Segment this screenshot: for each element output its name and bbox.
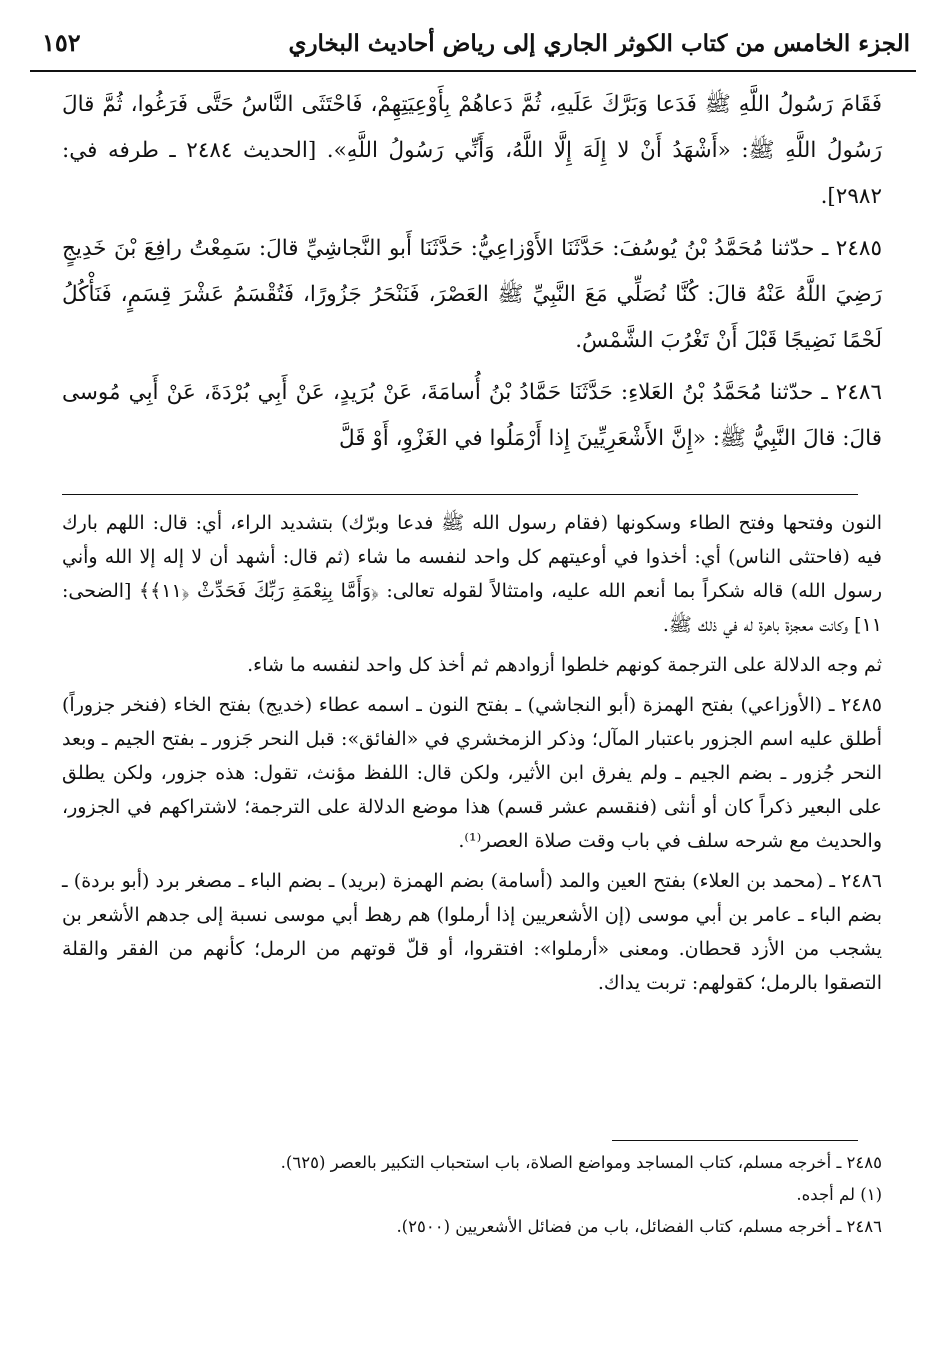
- running-title: الجزء الخامس من كتاب الكوثر الجاري إلى رياض أحاديث البخاري: [288, 30, 910, 57]
- main-separator-rule: [62, 494, 858, 495]
- footnote-separator-rule: [612, 1140, 858, 1141]
- footnotes-block: [62, 1148, 882, 1244]
- footnote: (١) لم أجده.: [796, 1185, 882, 1204]
- commentary-block: [62, 506, 882, 1006]
- hadith-text-block: [62, 82, 882, 468]
- page-number: ١٥٢: [42, 28, 81, 57]
- commentary-paragraph: النون وفتحها وفتح الطاء وسكونها (فقام رسول الله ﷺ فدعا وبرّك) بتشديد الراء، أي: قال: اللهم بارك فيه (فاحتثى الناس) أي: أخذوا في أوعيتهم كل واحد لنفسه ما شاء (ثم قال: أشهد أن لا إله إلا الله وأني رسول الله) قاله شكراً بما أنعم الله عليه، وامتثالاً لقوله تعالى: ﴿وَأَمَّا بِنِعْمَةِ رَبِّكَ فَحَدِّثْ ﴿١١﴾﴾ [الضحى: ١١] وكانت معجزة باهرة له في ذلك ﷺ.: [62, 512, 882, 636]
- hadith-paragraph: ٢٤٨٦ ـ حدّثنا مُحَمَّدُ بْنُ العَلاءِ: حَدَّثَنَا حَمَّادُ بْنُ أُسامَةَ، عَنْ بُرَيدٍ، عَنْ أَبِي بُرْدَةَ، عَنْ أَبِي مُوسى قالَ: قالَ النَّبِيُّ ﷺ: «إِنَّ الأَشْعَرِيِّينَ إِذا أَرْمَلُوا في الغَزْوِ، أَوْ قَلَّ: [62, 380, 882, 451]
- commentary-paragraph: ثم وجه الدلالة على الترجمة كونهم خلطوا أزوادهم ثم أخذ كل واحد لنفسه ما شاء.: [247, 654, 882, 676]
- footnote: ٢٤٨٥ ـ أخرجه مسلم، كتاب المساجد ومواضع الصلاة، باب استحباب التكبير بالعصر (٦٢٥).: [280, 1153, 882, 1172]
- footnote: ٢٤٨٦ ـ أخرجه مسلم، كتاب الفضائل، باب من فضائل الأشعريين (٢٥٠٠).: [396, 1217, 882, 1236]
- hadith-paragraph: فَقَامَ رَسُولُ اللَّهِ ﷺ فَدَعا وَبَرَّكَ عَلَيهِ، ثُمَّ دَعاهُمْ بِأَوْعِيَتِهِمْ، فَاحْتَثَى النَّاسُ حَتَّى فَرَغُوا، ثُمَّ قالَ رَسُولُ اللَّهِ ﷺ: «أَشْهَدُ أَنْ لا إِلَهَ إِلَّا اللَّهُ، وَأَنِّي رَسُولُ اللَّهِ». [الحديث ٢٤٨٤ ـ طرفه في: ٢٩٨٢].: [62, 92, 882, 209]
- commentary-paragraph: ٢٤٨٥ ـ (الأوزاعي) بفتح الهمزة (أبو النجاشي) ـ بفتح النون ـ اسمه عطاء (خديج) بفتح الخاء (فنخر جزوراً) أطلق عليه اسم الجزور باعتبار المآل؛ وذكر الزمخشري في «الفائق»: قبل النحر جَزور ـ بفتح الجيم ـ وبعد النحر جُزور ـ بضم الجيم ـ ولم يفرق ابن الأثير، ولكن قال: اللفظ مؤنث، تقول: هذه جزور، ولكن يطلق على البعير ذكراً كان أو أنثى (فنقسم عشر قسم) هذا موضع الدلالة على الترجمة؛ لاشتراكهم في الجزور، والحديث مع شرحه سلف في باب وقت صلاة العصر⁽¹⁾.: [62, 694, 882, 852]
- hadith-paragraph: ٢٤٨٥ ـ حدّثنا مُحَمَّدُ بْنُ يُوسُفَ: حَدَّثَنَا الأَوْزاعِيُّ: حَدَّثَنَا أَبو النَّجاشِيِّ قالَ: سَمِعْتُ رافِعَ بْنَ خَدِيجٍ رَضِيَ اللَّهُ عَنْهُ قالَ: كُنَّا نُصَلِّي مَعَ النَّبِيِّ ﷺ العَصْرَ، فَنَنْحَرُ جَزُورًا، فَتُقْسَمُ عَشْرَ قِسَمٍ، فَنَأْكُلُ لَحْمًا نَضِيجًا قَبْلَ أَنْ تَغْرُبَ الشَّمْسُ.: [62, 236, 882, 353]
- commentary-paragraph: ٢٤٨٦ ـ (محمد بن العلاء) بفتح العين والمد (أسامة) بضم الهمزة (بريد) ـ بضم الباء ـ مصغر برد (أبو بردة) ـ بضم الباء ـ عامر بن أبي موسى (إن الأشعريين إذا أرملوا) هم رهط أبي موسى نسبة إلى جدهم الأشعر بن يشجب من الأزد قحطان. ومعنى «أرملوا»: افتقروا، أو قلّ قوتهم من الرمل؛ كأنهم من الفقر والقلة التصقوا بالرمل؛ كقولهم: تربت يداك.: [62, 870, 882, 994]
- running-header: [30, 22, 916, 72]
